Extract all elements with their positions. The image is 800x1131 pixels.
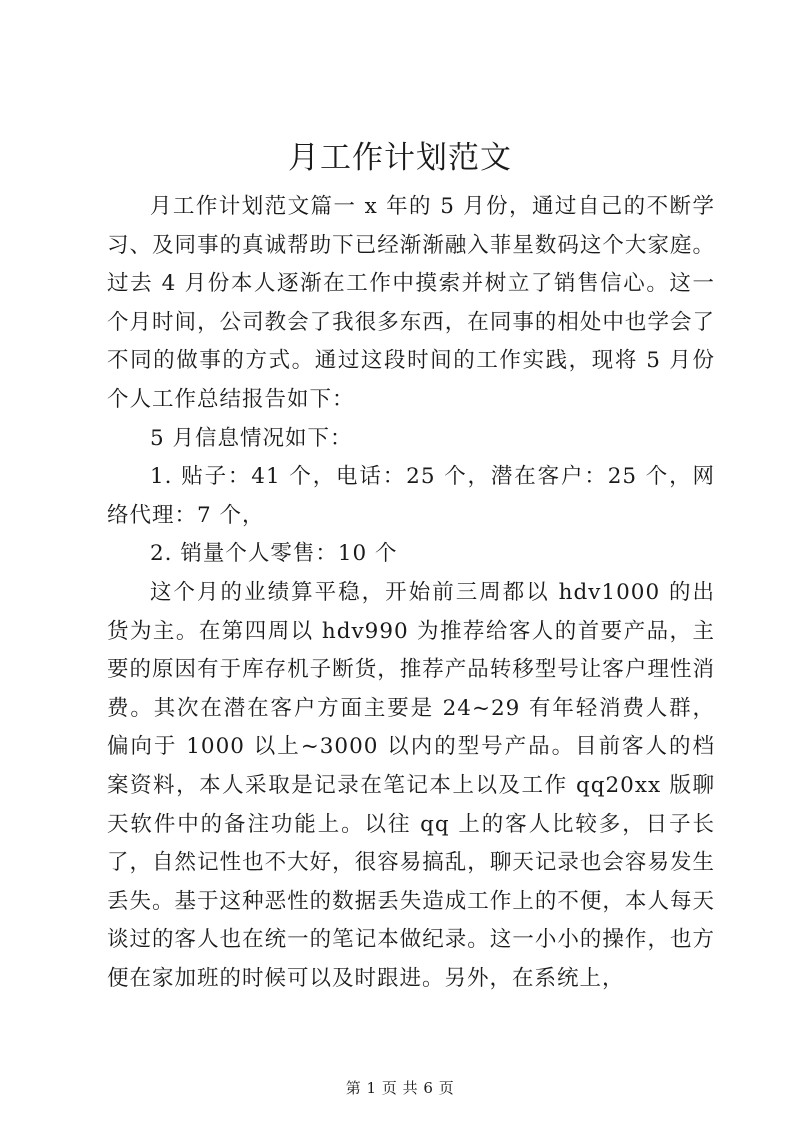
paragraph-info-item-1: 1. 贴子：41 个，电话：25 个，潜在客户：25 个，网络代理：7 个， [107, 464, 715, 528]
page-footer: 第 1 页 共 6 页 [345, 1079, 455, 1097]
document-title: 月工作计划范文 [288, 140, 512, 176]
document-body [107, 188, 715, 998]
paragraph-intro: 月工作计划范文篇一 x 年的 5 月份，通过自己的不断学习、及同事的真诚帮助下已经渐渐融入菲星数码这个大家庭。过去 4 月份本人逐渐在工作中摸索并树立了销售信心。这一个月时间，公司教会了我很多东西，在同事的相处中也学会了不同的做事的方式。通过这段时间的工作实践，现将 5 月份个人工作总结报告如下： [107, 194, 715, 412]
paragraph-performance: 这个月的业绩算平稳，开始前三周都以 hdv1000 的出货为主。在第四周以 hdv990 为推荐给客人的首要产品，主要的原因有于库存机子断货，推荐产品转移型号让客户理性消费。其次在潜在客户方面主要是 24~29 有年轻消费人群，偏向于 1000 以上~3000 以内的型号产品。目前客人的档案资料，本人采取是记录在笔记本上以及工作 qq20xx 版聊天软件中的备注功能上。以往 qq 上的客人比较多，日子长了，自然记性也不大好，很容易搞乱，聊天记录也会容易发生丢失。基于这种恶性的数据丢失造成工作上的不便，本人每天谈过的客人也在统一的笔记本做纪录。这一小小的操作，也方便在家加班的时候可以及时跟进。另外，在系统上， [107, 579, 715, 991]
paragraph-info-item-2: 2. 销量个人零售：10 个 [150, 541, 398, 567]
paragraph-info-heading: 5 月信息情况如下： [150, 425, 353, 451]
